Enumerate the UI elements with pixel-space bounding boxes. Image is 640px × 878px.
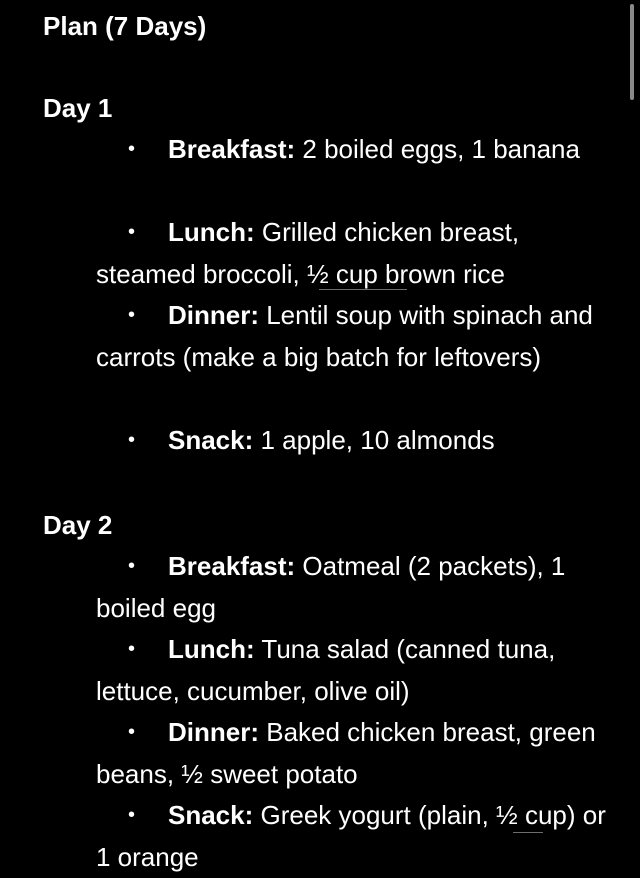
bullet-icon: • xyxy=(128,138,136,160)
document-title: Plan (7 Days) xyxy=(43,11,207,41)
meal-text: Lentil soup with spinach and carrots (make a big batch for leftovers) xyxy=(96,300,593,372)
link-underline xyxy=(319,289,407,290)
bullet-icon: • xyxy=(128,429,136,451)
meal-label: Snack: xyxy=(168,425,254,455)
meal-label: Snack: xyxy=(168,800,254,830)
meal-label: Lunch: xyxy=(168,217,255,247)
meal-text: Baked chicken breast, green beans, ½ sweet potato xyxy=(96,717,596,789)
day-2-snack-item xyxy=(96,795,606,878)
day-1-breakfast-item xyxy=(96,129,606,171)
meal-label: Dinner: xyxy=(168,300,259,330)
meal-text: Greek yogurt (plain, ½ cup) or 1 orange xyxy=(96,800,606,872)
meal-label: Breakfast: xyxy=(168,134,296,164)
day-2-breakfast-item xyxy=(96,546,606,629)
bullet-icon: • xyxy=(128,555,136,577)
vertical-scrollbar[interactable] xyxy=(630,4,634,100)
day-1-dinner-item xyxy=(96,295,606,378)
day-1-lunch-item xyxy=(96,212,606,295)
day-1-heading: Day 1 xyxy=(43,93,113,123)
day-2-heading: Day 2 xyxy=(43,510,113,540)
bullet-icon: • xyxy=(128,721,136,743)
day-1-snack-item xyxy=(96,420,606,462)
meal-text: Oatmeal (2 packets), 1 boiled egg xyxy=(96,551,566,623)
meal-text: 2 boiled eggs, 1 banana xyxy=(295,134,580,164)
bullet-icon: • xyxy=(128,804,136,826)
day-2-lunch-item xyxy=(96,629,606,712)
day-2-dinner-item xyxy=(96,712,606,795)
bullet-icon: • xyxy=(128,638,136,660)
meal-label: Dinner: xyxy=(168,717,259,747)
meal-text: 1 apple, 10 almonds xyxy=(253,425,495,455)
bullet-icon: • xyxy=(128,221,136,243)
bullet-icon: • xyxy=(128,304,136,326)
meal-text: Tuna salad (canned tuna, lettuce, cucumber, olive oil) xyxy=(96,634,556,706)
meal-text: Grilled chicken breast, steamed broccoli, ½ cup brown rice xyxy=(96,217,520,289)
meal-label: Breakfast: xyxy=(168,551,296,581)
link-underline xyxy=(513,832,543,833)
meal-label: Lunch: xyxy=(168,634,255,664)
